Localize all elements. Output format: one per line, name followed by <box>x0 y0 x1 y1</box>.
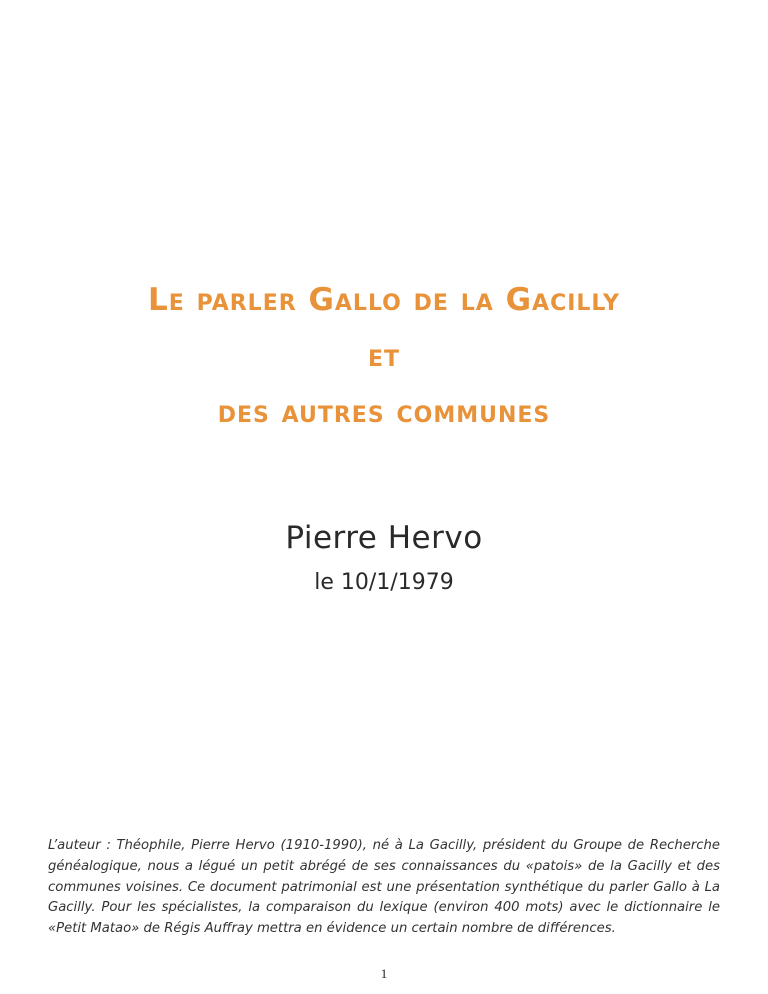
page-number: 1 <box>380 966 388 981</box>
author-block <box>0 516 768 600</box>
author-name: Pierre Hervo <box>285 520 483 556</box>
abstract-paragraph: L’auteur : Théophile, Pierre Hervo (1910-1990), né à La Gacilly, président du Groupe de Recherche généalogique, nous a légué un petit abrégé de ses connaissances du «patois» de la Gacilly et des communes voisines. Ce document patrimonial est une présentation synthétique du parler Gallo à La Gacilly. Pour les spécialistes, la comparaison du lexique (environ 400 mots) avec le dictionnaire le «Petit Matao» de Régis Auffray mettra en évidence un certain nombre de différences. <box>48 838 720 937</box>
document-title <box>0 272 768 440</box>
title-line-2: et <box>367 338 401 374</box>
title-line-3: des autres communes <box>217 394 551 430</box>
author-date: le 10/1/1979 <box>314 570 454 595</box>
title-line-1: Le parler Gallo de la Gacilly <box>148 282 620 318</box>
